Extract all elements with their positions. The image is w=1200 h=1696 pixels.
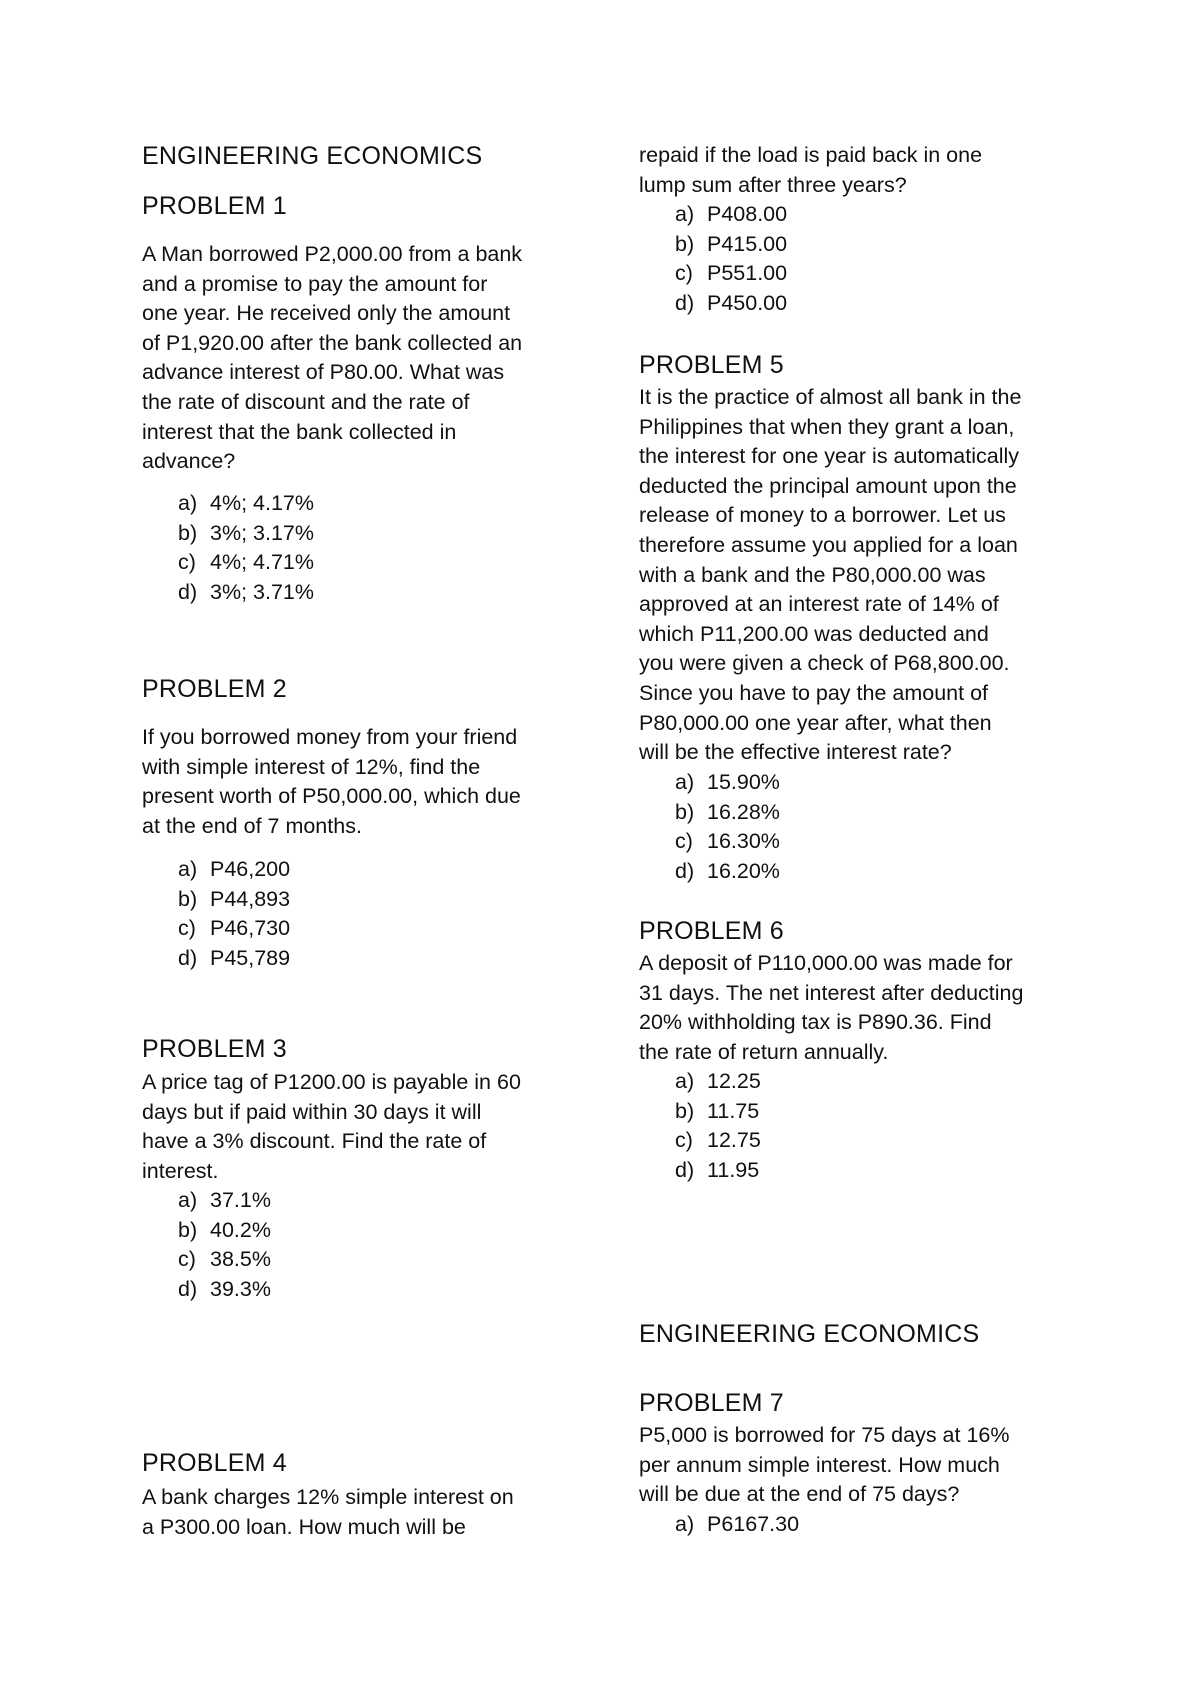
option-item: b) P44,893 — [178, 886, 291, 911]
option-item: d) 3%; 3.71% — [178, 579, 314, 604]
option-item: a) 37.1% — [178, 1188, 271, 1212]
problem-3-options — [178, 1186, 271, 1304]
option-item: c) 12.75 — [675, 1128, 761, 1153]
option-item: c) P46,730 — [178, 916, 291, 941]
problem-2-options — [178, 855, 290, 973]
problem-1-text: A Man borrowed P2,000.00 from a bank and a promise to pay the amount for one year. He received only the amount of P1,920.00 after the bank collected an advance interest of P80.00. What was the rate of discount and the rate of interest that the bank collected in advance? — [142, 242, 523, 474]
option-item: d) 11.95 — [675, 1157, 760, 1182]
problem-5-text: It is the practice of almost all bank in the Philippines that when they grant a loan, the interest for one year is automatically deducted the principal amount upon the release of money to a borrower. Let us therefore assume you applied for a loan with a bank and the P80,000.00 was approved at an interest rate of 14% of which P11,200.00 was deducted and you were given a check of P68,800.00. Since you have to pay the amount of P80,000.00 one year after, what then will be the effective interest rate? — [639, 385, 1022, 765]
option-item: b) 11.75 — [675, 1098, 760, 1123]
problem-1-heading: PROBLEM 1 — [142, 192, 287, 220]
problem-4-heading: PROBLEM 4 — [142, 1449, 287, 1477]
option-item: c) 4%; 4.71% — [178, 550, 314, 575]
problem-7-heading: PROBLEM 7 — [639, 1389, 784, 1417]
option-item: b) P415.00 — [675, 231, 788, 256]
option-item: b) 16.28% — [675, 799, 780, 824]
option-item: d) 39.3% — [178, 1276, 271, 1301]
problem-4-options — [675, 200, 787, 318]
option-item: d) P450.00 — [675, 290, 788, 315]
document-title-2: ENGINEERING ECONOMICS — [639, 1320, 980, 1348]
option-item: a) P408.00 — [675, 202, 788, 226]
option-item: c) 38.5% — [178, 1247, 271, 1272]
option-item: c) 16.30% — [675, 829, 780, 854]
option-item: a) P6167.30 — [675, 1512, 800, 1536]
problem-2-heading: PROBLEM 2 — [142, 675, 287, 703]
problem-5-options — [675, 768, 780, 886]
option-item: a) 15.90% — [675, 770, 780, 794]
document-title: ENGINEERING ECONOMICS — [142, 142, 483, 170]
problem-4-text: A bank charges 12% simple interest on a P300.00 loan. How much will be — [142, 1485, 514, 1539]
problem-1-options — [178, 489, 314, 607]
option-item: c) P551.00 — [675, 261, 788, 286]
option-item: a) P46,200 — [178, 857, 291, 881]
problem-6-options — [675, 1067, 761, 1185]
problem-6-text: A deposit of P110,000.00 was made for 31 days. The net interest after deducting 20% withholding tax is P890.36. Find the rate of return annually. — [639, 951, 1024, 1064]
option-item: d) P45,789 — [178, 945, 291, 970]
problem-3-text: A price tag of P1200.00 is payable in 60 days but if paid within 30 days it will have a 3% discount. Find the rate of interest. — [142, 1070, 521, 1183]
option-item: d) 16.20% — [675, 858, 780, 883]
problem-4-text-continued: repaid if the load is paid back in one lump sum after three years? — [639, 143, 983, 197]
option-item: a) 4%; 4.17% — [178, 491, 314, 515]
problem-7-text: P5,000 is borrowed for 75 days at 16% per annum simple interest. How much will be due at the end of 75 days? — [639, 1423, 1010, 1507]
problem-7-options — [675, 1510, 799, 1540]
option-item: b) 3%; 3.17% — [178, 520, 314, 545]
option-item: b) 40.2% — [178, 1217, 271, 1242]
problem-3-heading: PROBLEM 3 — [142, 1035, 287, 1063]
problem-2-text: If you borrowed money from your friend with simple interest of 12%, find the present worth of P50,000.00, which due at the end of 7 months. — [142, 725, 521, 838]
option-item: a) 12.25 — [675, 1069, 761, 1093]
problem-5-heading: PROBLEM 5 — [639, 351, 784, 379]
problem-6-heading: PROBLEM 6 — [639, 917, 784, 945]
